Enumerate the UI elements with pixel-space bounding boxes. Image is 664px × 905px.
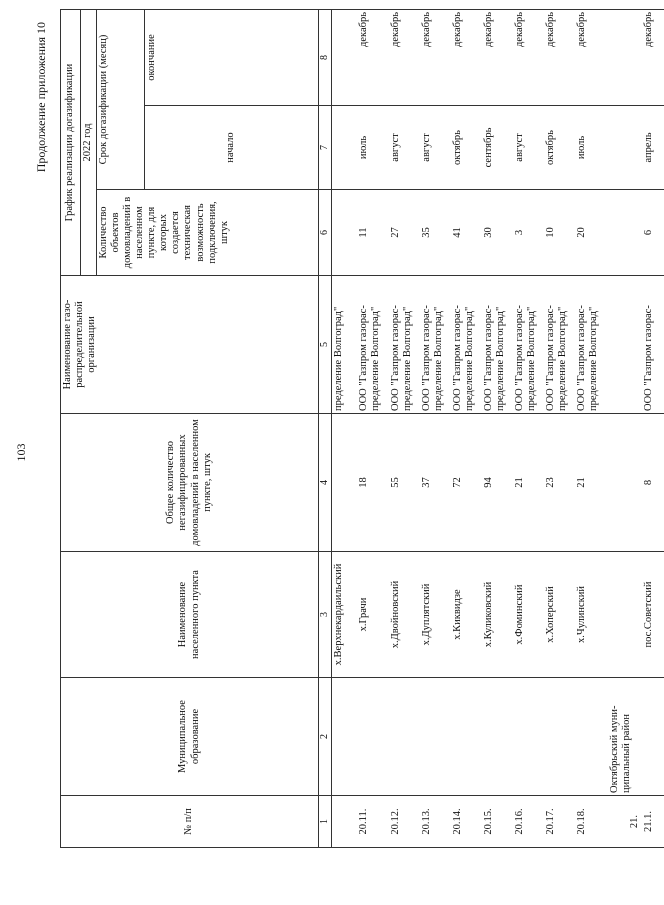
connect-count: 3	[513, 190, 544, 276]
municipality	[482, 678, 513, 796]
municipality	[575, 678, 608, 796]
end-month	[608, 9, 642, 105]
connect-count: 10	[544, 190, 575, 276]
locality: х.Хоперский	[544, 552, 575, 678]
table-row	[331, 9, 357, 847]
end-month: декабрь	[642, 9, 664, 105]
end-month	[331, 9, 357, 105]
locality: х.Двойновский	[389, 552, 420, 678]
col-number: 7	[319, 106, 332, 190]
table-row	[575, 9, 608, 847]
gasification-table	[60, 9, 664, 848]
start-month: июль	[575, 106, 608, 190]
municipality	[331, 678, 357, 796]
start-month: август	[420, 106, 451, 190]
row-number: 20.13.	[420, 796, 451, 848]
total-count	[331, 414, 357, 552]
locality	[608, 552, 642, 678]
start-month	[331, 106, 357, 190]
table-row	[389, 9, 420, 847]
page-number: 103	[14, 443, 28, 462]
row-number	[331, 796, 357, 848]
municipality	[357, 678, 389, 796]
municipality	[513, 678, 544, 796]
row-number: 20.15.	[482, 796, 513, 848]
connect-count: 41	[451, 190, 482, 276]
total-count: 18	[357, 414, 389, 552]
locality: х.Верхнекардаильский	[331, 552, 357, 678]
municipality	[389, 678, 420, 796]
continuation-caption: Продолжение приложения 10	[34, 22, 48, 173]
connect-count	[331, 190, 357, 276]
col-number: 5	[319, 276, 332, 414]
end-month: декабрь	[357, 9, 389, 105]
gas-organization: ООО "Газпром газорас-пределение Волгоград"	[389, 276, 420, 414]
header-year: 2022 год	[81, 9, 97, 275]
connect-count: 6	[642, 190, 664, 276]
municipality: Октябрьский муни-ципальный район	[608, 678, 642, 796]
start-month	[608, 106, 642, 190]
gas-organization: ООО "Газпром газорас-	[642, 276, 664, 414]
total-count: 23	[544, 414, 575, 552]
total-count: 94	[482, 414, 513, 552]
gas-organization: ООО "Газпром газорас-пределение Волгоград"	[482, 276, 513, 414]
table-row	[513, 9, 544, 847]
table-row	[642, 9, 664, 847]
total-count: 21	[513, 414, 544, 552]
total-count: 21	[575, 414, 608, 552]
connect-count: 30	[482, 190, 513, 276]
col-number: 3	[319, 552, 332, 678]
gas-organization: ООО "Газпром газорас-пределение Волгоград"	[420, 276, 451, 414]
end-month: декабрь	[513, 9, 544, 105]
header-col-2: Муниципальное образование	[61, 678, 319, 796]
row-number: 21.1.	[642, 796, 664, 848]
locality: х.Дуплятский	[420, 552, 451, 678]
total-count: 37	[420, 414, 451, 552]
col-number: 8	[319, 9, 332, 105]
header-col-6: Количество объектов домовладений в населенном пункте, для которых создается техническая возможность подключения, штук	[97, 190, 319, 276]
connect-count: 11	[357, 190, 389, 276]
col-number: 6	[319, 190, 332, 276]
end-month: декабрь	[482, 9, 513, 105]
header-col-4: Общее количество негазифицированных домовладений в населенном пункте, штук	[61, 414, 319, 552]
total-count: 55	[389, 414, 420, 552]
row-number: 20.11.	[357, 796, 389, 848]
end-month: декабрь	[575, 9, 608, 105]
connect-count: 27	[389, 190, 420, 276]
start-month: июль	[357, 106, 389, 190]
total-count: 8	[642, 414, 664, 552]
connect-count: 35	[420, 190, 451, 276]
table-row	[608, 9, 642, 847]
row-number: 20.14.	[451, 796, 482, 848]
locality: пос.Советский	[642, 552, 664, 678]
header-col-3: Наименование населенного пункта	[61, 552, 319, 678]
total-count	[608, 414, 642, 552]
gas-organization: ООО "Газпром газорас-пределение Волгоград"	[513, 276, 544, 414]
municipality	[451, 678, 482, 796]
locality: х.Киквидзе	[451, 552, 482, 678]
header-col-7: начало	[145, 106, 319, 190]
start-month: август	[513, 106, 544, 190]
header-col-8: окончание	[145, 9, 319, 105]
row-number: 20.18.	[575, 796, 608, 848]
row-number: 20.12.	[389, 796, 420, 848]
start-month: сентябрь	[482, 106, 513, 190]
table-row	[482, 9, 513, 847]
start-month: октябрь	[544, 106, 575, 190]
table-row	[451, 9, 482, 847]
total-count: 72	[451, 414, 482, 552]
locality: х.Чулинский	[575, 552, 608, 678]
start-month: октябрь	[451, 106, 482, 190]
table-row	[420, 9, 451, 847]
header-col-5: Наименование газо-распределительной организации	[61, 276, 319, 414]
locality: х.Фоминский	[513, 552, 544, 678]
start-month: апрель	[642, 106, 664, 190]
gas-organization: ООО "Газпром газорас-пределение Волгоград"	[357, 276, 389, 414]
gas-organization	[608, 276, 642, 414]
header-term: Срок догазификации (месяц)	[97, 9, 145, 189]
end-month: декабрь	[451, 9, 482, 105]
col-number: 2	[319, 678, 332, 796]
end-month: декабрь	[420, 9, 451, 105]
gas-organization: пределение Волгоград"	[331, 276, 357, 414]
row-number: 20.17.	[544, 796, 575, 848]
row-number: 21.	[608, 796, 642, 848]
table-row	[544, 9, 575, 847]
municipality	[420, 678, 451, 796]
header-schedule: График реализации догазификации	[61, 9, 81, 275]
gas-organization: ООО "Газпром газорас-пределение Волгоград"	[575, 276, 608, 414]
row-number: 20.16.	[513, 796, 544, 848]
connect-count: 20	[575, 190, 608, 276]
municipality	[544, 678, 575, 796]
gas-organization: ООО "Газпром газорас-пределение Волгоград"	[544, 276, 575, 414]
end-month: декабрь	[389, 9, 420, 105]
col-number: 1	[319, 796, 332, 848]
table-row	[357, 9, 389, 847]
municipality	[642, 678, 664, 796]
connect-count	[608, 190, 642, 276]
gas-organization: ООО "Газпром газорас-пределение Волгоград"	[451, 276, 482, 414]
start-month: август	[389, 106, 420, 190]
end-month: декабрь	[544, 9, 575, 105]
locality: х.Куликовский	[482, 552, 513, 678]
header-col-1: № п/п	[61, 796, 319, 848]
locality: х.Грачи	[357, 552, 389, 678]
col-number: 4	[319, 414, 332, 552]
